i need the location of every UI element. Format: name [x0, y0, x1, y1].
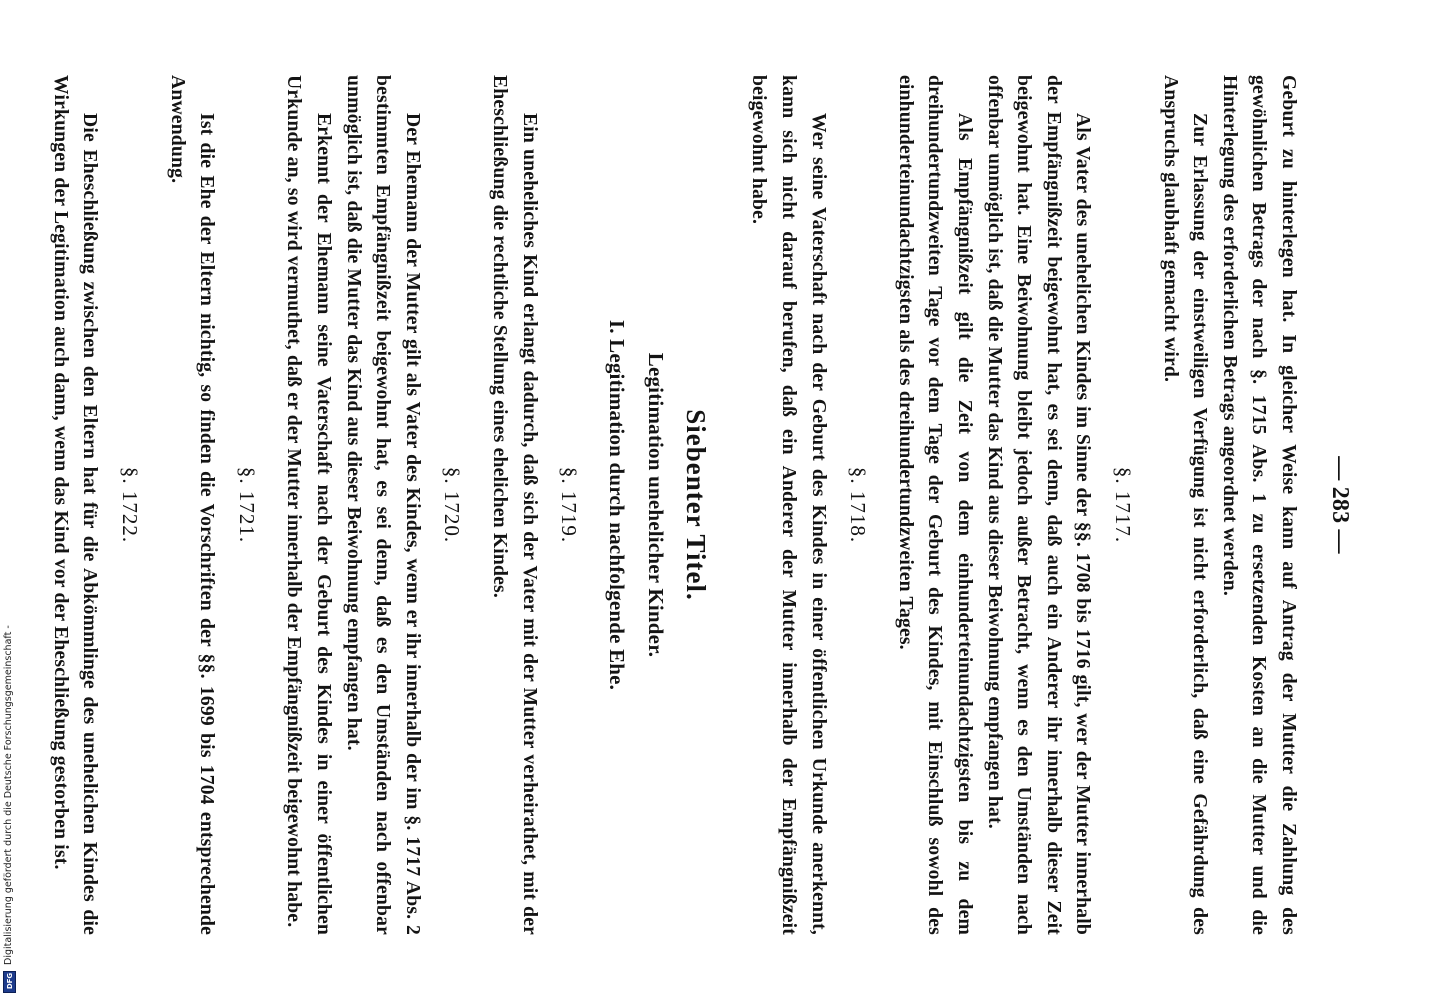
paragraph: Die Eheschließung zwischen den Eltern hat für die Abkömmlinge des unehelichen Kindes die Wirkungen der Legitimation auch dann, wenn das Kind vor der Eheschließung gestorben ist.	[49, 75, 101, 935]
section-heading: I. Legitimation durch nachfolgende Ehe.	[604, 319, 629, 691]
chapter-subtitle: Legitimation unehelicher Kinder.	[644, 352, 669, 658]
paragraph: Der Ehemann der Mutter gilt als Vater des Kindes, wenn er ihr innerhalb der im §. 1717 Abs. 2 bestimmten Empfängnißzeit beigewohnt hat, es sei denn, daß es den Umständen nach offenbar unmöglich ist, daß die Mutter das Kind aus dieser Beiwohnung empfangen hat.	[342, 75, 423, 935]
section-number: §. 1717.	[1111, 466, 1136, 544]
page-body	[45, 75, 1363, 935]
paragraph: Ein uneheliches Kind erlangt dadurch, daß sich der Vater mit der Mutter verheirathet, mit der Eheschließung die rechtliche Stellung eines ehelichen Kindes.	[488, 75, 540, 935]
paragraph: Erkennt der Ehemann seine Vaterschaft nach der Geburt des Kindes in einer öffentlichen Urkunde an, so wird vermuthet, daß er der Mutter innerhalb der Empfängnißzeit beigewohnt habe.	[283, 75, 334, 935]
paragraph: Als Empfängnißzeit gilt die Zeit von dem einhunderteinundachtzigsten bis zu dem dreihundertundzweiten Tage vor dem Tage der Geburt des Kindes, mit Einschluß sowohl des einhunderteinundachtzigsten als des dreihundertundzweiten Tages.	[894, 75, 976, 935]
digitization-credit	[2, 605, 16, 993]
dfg-logo: DFG	[3, 971, 16, 993]
paragraph: Als Vater des unehelichen Kindes im Sinne der §§. 1708 bis 1716 gilt, wer der Mutter innerhalb der Empfängnißzeit beigewohnt hat, es sei denn, daß auch ein Anderer ihr innerhalb dieser Zeit beigewohnt hat. Eine Beiwohnung bleibt jedoch außer Betracht, wenn es den Umständen nach offenbar unmöglich ist, daß die Mutter das Kind aus dieser Beiwohnung empfangen hat.	[983, 75, 1094, 935]
section-number: §. 1720.	[440, 466, 465, 544]
paragraph: Wer seine Vaterschaft nach der Geburt des Kindes in einer öffentlichen Urkunde anerkennt, kann sich nicht darauf berufen, daß ein Anderer der Mutter innerhalb der Empfängnißzeit beigewohnt habe.	[748, 75, 829, 935]
paragraph: Zur Erlassung der einstweiligen Verfügung ist nicht erforderlich, daß eine Gefährdung des Anspruchs glaubhaft gemacht wird.	[1159, 75, 1211, 935]
paragraph: Ist die Ehe der Eltern nichtig, so finden die Vorschriften der §§. 1699 bis 1704 entsprechende Anwendung.	[166, 75, 218, 935]
section-number: §. 1719.	[557, 466, 582, 544]
text-blocks	[45, 75, 1303, 935]
section-number: §. 1722.	[118, 466, 142, 544]
credit-text: Digitalisierung gefördert durch die Deutsche Forschungsgemeinschaft -	[3, 625, 14, 965]
section-number: §. 1718.	[846, 466, 871, 544]
section-number: §. 1721.	[234, 466, 259, 544]
paragraph: Geburt zu hinterlegen hat. In gleicher Weise kann auf Antrag der Mutter die Zahlung des gewöhnlichen Betrags der nach §. 1715 Abs. 1 zu ersetzenden Kosten an die Mutter und die Hinterlegung des erforderlichen Betrags angeordnet werden.	[1218, 75, 1299, 935]
page-header: — 283 —	[1327, 456, 1353, 554]
chapter-title: Siebenter Titel.	[680, 409, 711, 601]
